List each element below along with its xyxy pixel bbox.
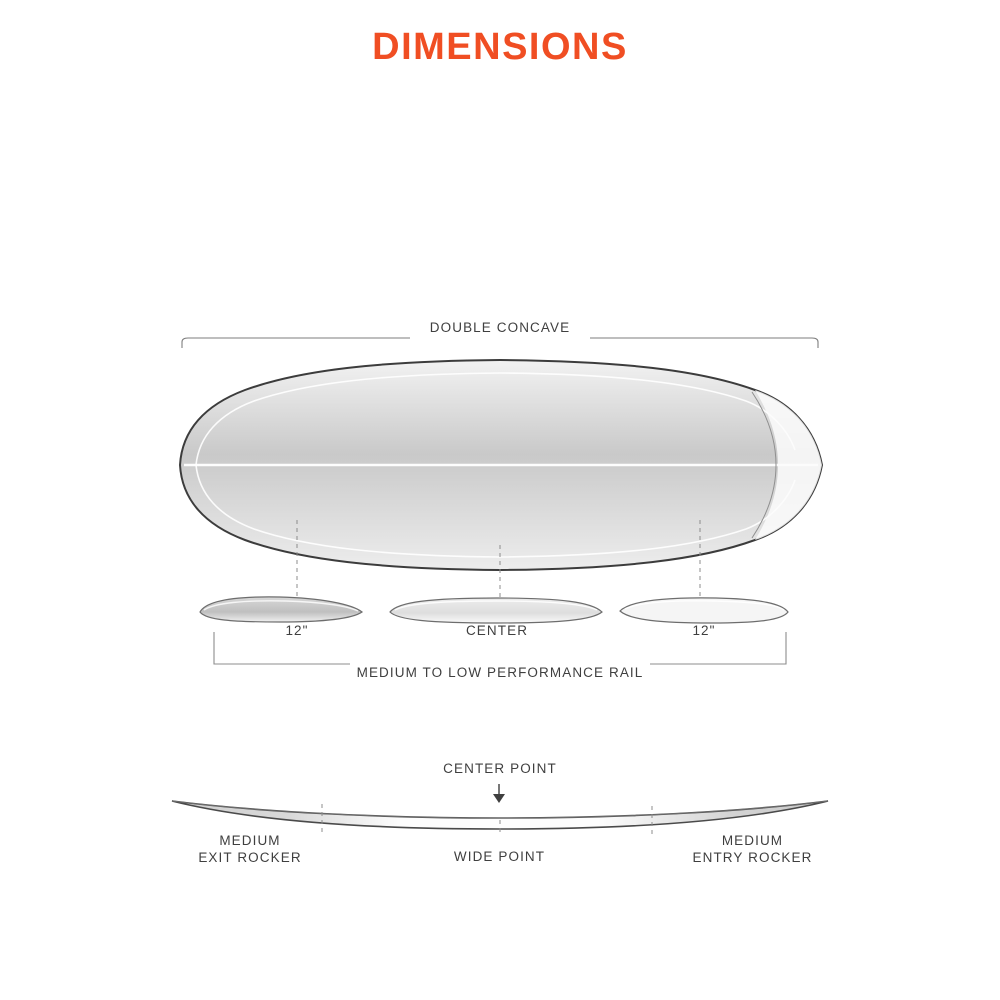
rail-label-tail: 12"	[285, 623, 309, 638]
rail-cross-sections	[200, 597, 788, 623]
page-title: DIMENSIONS	[372, 26, 628, 68]
label-exit-rocker-line2: EXIT ROCKER	[198, 850, 302, 865]
label-entry-rocker-line2: ENTRY ROCKER	[692, 850, 813, 865]
rail-label-nose: 12"	[692, 623, 716, 638]
label-center-point: CENTER POINT	[443, 761, 557, 776]
label-entry-rocker	[675, 832, 830, 866]
label-entry-rocker-line1: MEDIUM	[721, 833, 784, 848]
top-bracket	[182, 338, 818, 348]
label-performance-rail: MEDIUM TO LOW PERFORMANCE RAIL	[356, 665, 644, 680]
board-outline-top-view	[180, 360, 822, 570]
center-point-arrow-icon	[493, 784, 505, 803]
label-wide-point-line1: WIDE POINT	[453, 849, 546, 864]
label-exit-rocker	[175, 832, 325, 866]
label-double-concave: DOUBLE CONCAVE	[429, 320, 571, 335]
label-exit-rocker-line1: MEDIUM	[219, 833, 281, 848]
rocker-profile	[172, 801, 828, 829]
rail-label-center: CENTER	[465, 623, 529, 638]
label-wide-point	[412, 848, 587, 865]
